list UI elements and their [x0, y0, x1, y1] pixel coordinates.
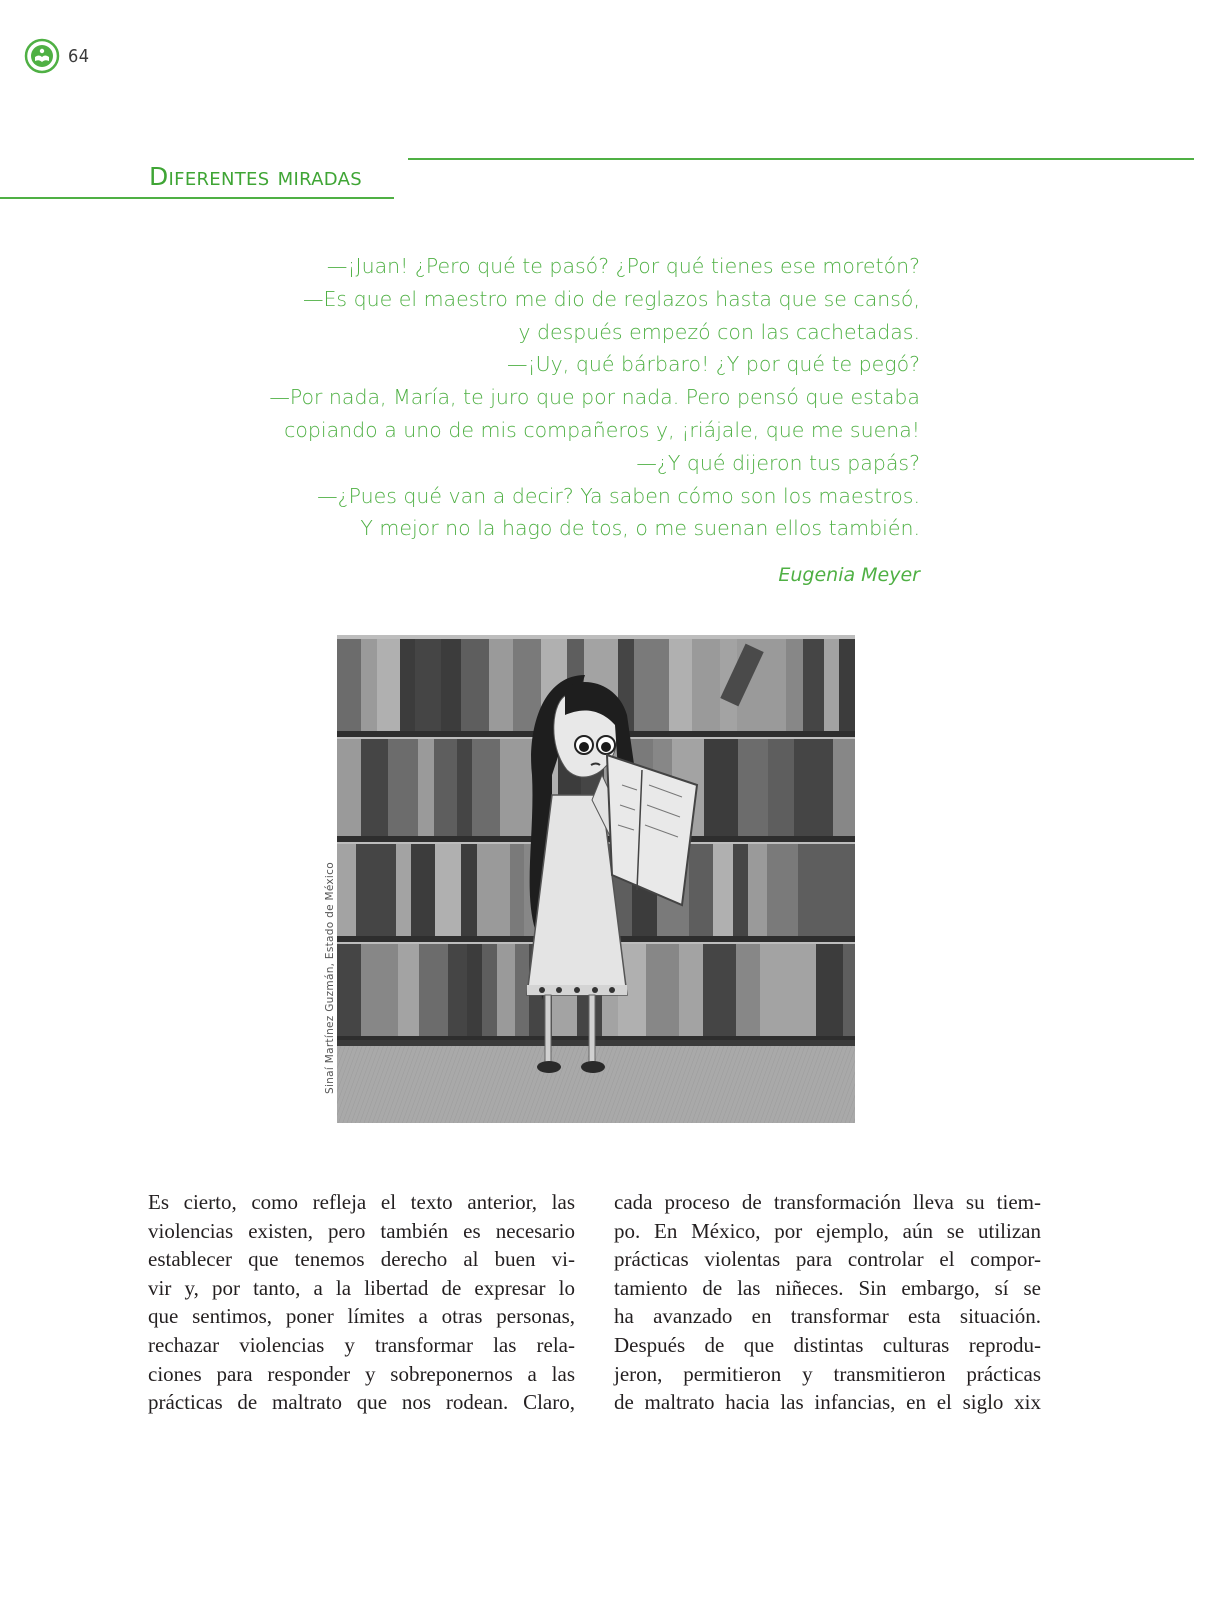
poem-line: —¿Pues qué van a decir? Ya saben cómo son los maestros. [317, 483, 920, 508]
circular-book-emblem-icon [24, 38, 60, 74]
poem-line: —¡Juan! ¿Pero qué te pasó? ¿Por qué tienes ese moretón? [326, 254, 920, 278]
body-line: que sentimos, poner límites a otras personas, [148, 1304, 575, 1329]
page-number: 64 [68, 45, 90, 67]
poem-author: Eugenia Meyer [778, 564, 920, 586]
body-line: tamiento de las niñeces. Sin embargo, sí se [614, 1275, 1041, 1300]
body-text-right-column [614, 1188, 1041, 1417]
library-drawing [337, 635, 855, 1123]
poem-line: y después empezó con las cachetadas. [518, 319, 920, 344]
body-line: establecer que tenemos derecho al buen vi- [148, 1247, 575, 1272]
illustration-girl-reading-in-library [337, 635, 855, 1123]
body-line: prácticas de maltrato que nos rodean. Claro, [148, 1390, 575, 1415]
section-title: Diferentes miradas [149, 162, 362, 191]
body-line: vir y, por tanto, a la libertad de expresar lo [148, 1275, 575, 1300]
poem-line: —Es que el maestro me dio de reglazos hasta que se cansó, [302, 286, 920, 311]
section-title-underline [0, 197, 394, 199]
body-line: po. En México, por ejemplo, aún se utilizan [614, 1218, 1041, 1243]
body-line: prácticas violentas para controlar el compor- [614, 1247, 1041, 1272]
poem-line: —¡Uy, qué bárbaro! ¿Y por qué te pegó? [506, 352, 920, 377]
poem-line: Y mejor no la hago de tos, o me suenan ellos también. [360, 516, 920, 541]
body-line: cada proceso de transformación lleva su tiem- [614, 1190, 1041, 1214]
poem-line: —Por nada, María, te juro que por nada. Pero pensó que estaba [269, 385, 920, 410]
body-line: Después de que distintas culturas reprodu- [614, 1332, 1041, 1357]
page-marker [24, 38, 90, 74]
poem-line: copiando a uno de mis compañeros y, ¡riájale, que me suena! [284, 417, 920, 442]
body-line: rechazar violencias y transformar las rela- [148, 1332, 575, 1357]
poem-dialogue [269, 250, 920, 545]
illustration-credit: Sinaí Martínez Guzmán, Estado de México [324, 862, 336, 1094]
body-text-left-column [148, 1188, 575, 1417]
body-line: de maltrato hacia las infancias, en el siglo xix [614, 1390, 1041, 1415]
section-rule [408, 158, 1194, 160]
body-line: ha avanzado en transformar esta situación. [614, 1304, 1041, 1329]
poem-line: —¿Y qué dijeron tus papás? [636, 450, 920, 475]
body-line: ciones para responder y sobreponernos a las [148, 1361, 575, 1386]
body-line: jeron, permitieron y transmitieron prácticas [614, 1361, 1041, 1386]
body-line: violencias existen, pero también es necesario [148, 1218, 575, 1243]
body-line: Es cierto, como refleja el texto anterior, las [148, 1190, 575, 1214]
